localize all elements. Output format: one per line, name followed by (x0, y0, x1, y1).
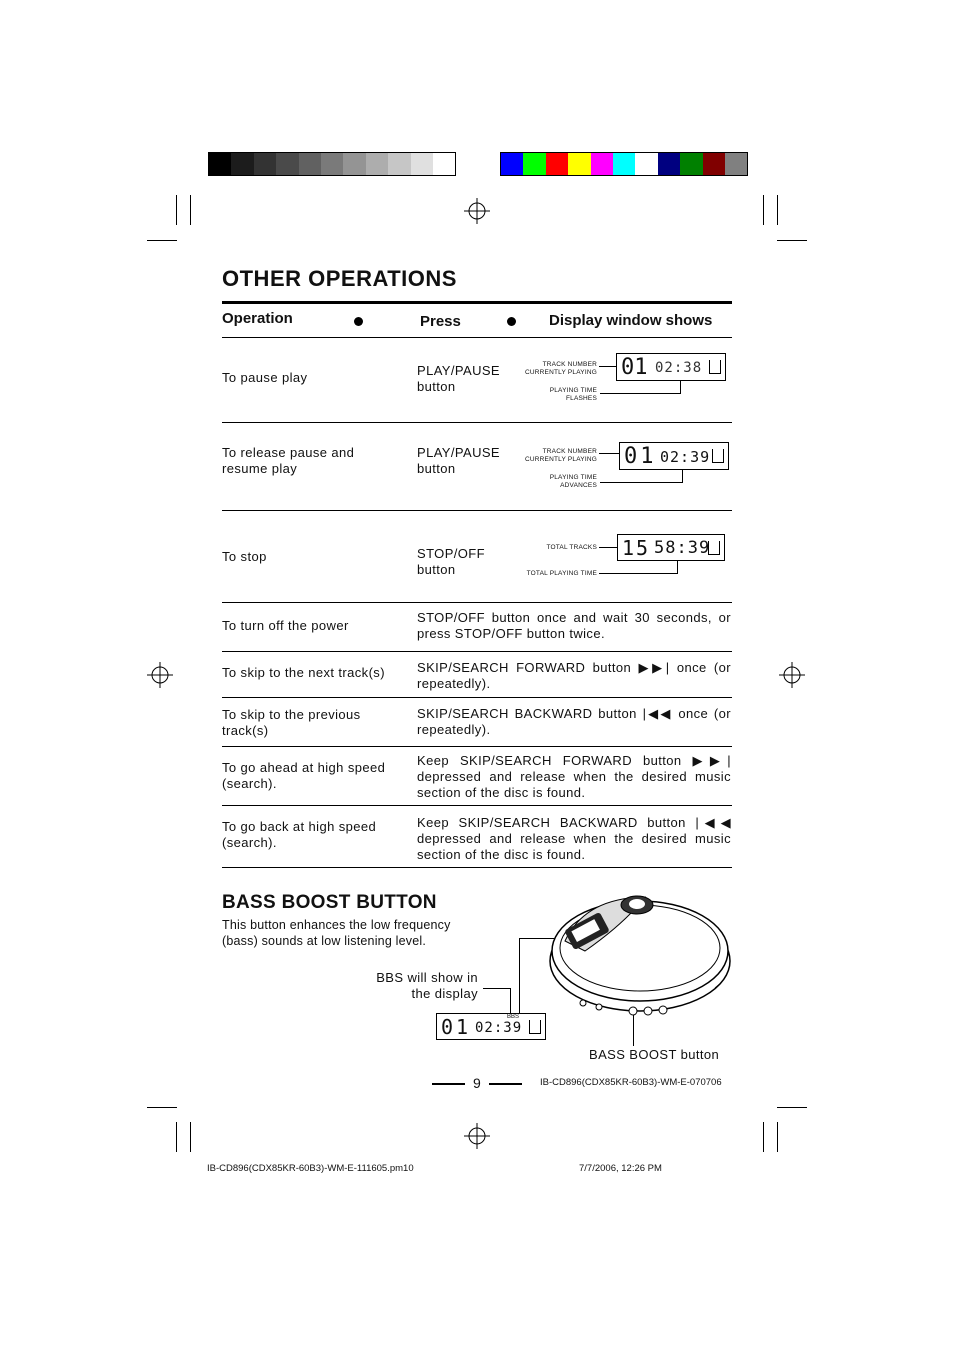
row-rule (222, 867, 732, 868)
label-playing-time: PLAYING TIME FLASHES (549, 387, 597, 402)
grayscale-swatch-10 (433, 153, 455, 175)
operation-search-backward: To go back at high speed (search). (222, 819, 377, 850)
lcd-display-stop (617, 534, 725, 561)
leader-line (483, 988, 510, 989)
grayscale-swatch-0 (209, 153, 231, 175)
grayscale-swatch-1 (231, 153, 253, 175)
color-swatch-5 (613, 153, 635, 175)
page-title: OTHER OPERATIONS (222, 266, 457, 291)
leader-line (680, 379, 681, 394)
header-display: Display window shows (549, 312, 713, 329)
label-track-number: TRACK NUMBER CURRENTLY PLAYING (524, 361, 597, 376)
grayscale-swatch-8 (388, 153, 410, 175)
color-swatch-6 (635, 153, 657, 175)
grayscale-swatch-2 (254, 153, 276, 175)
color-swatch-1 (523, 153, 545, 175)
disc-icon (709, 360, 721, 374)
color-swatch-8 (680, 153, 702, 175)
registration-mark-icon (147, 662, 173, 688)
bbs-callout-label: BBS will show in the display (376, 970, 478, 1001)
press-pause: PLAY/PAUSE button (417, 363, 500, 394)
grayscale-swatch-3 (276, 153, 298, 175)
label-track-number: TRACK NUMBER CURRENTLY PLAYING (524, 448, 597, 463)
bass-boost-description: This button enhances the low frequency (bass) sounds at low listening level. (222, 918, 451, 948)
registration-mark-icon (779, 662, 805, 688)
row-rule (222, 746, 732, 747)
lcd-track: 01 (621, 355, 648, 380)
registration-mark-icon (464, 198, 490, 224)
leader-line (600, 393, 680, 394)
leader-line (599, 573, 677, 574)
color-bar (500, 152, 748, 176)
bbs-indicator: BBS (507, 1014, 520, 1020)
page-number: 9 (473, 1075, 481, 1091)
page-number-rule (489, 1083, 522, 1085)
row-rule (222, 651, 732, 652)
row-rule (222, 510, 732, 511)
model-code: IB-CD896(CDX85KR-60B3)-WM-E-070706 (540, 1077, 722, 1088)
file-name: IB-CD896(CDX85KR-60B3)-WM-E-111605.pm10 (207, 1163, 414, 1174)
press-skip-previous: SKIP/SEARCH BACKWARD button |◀◀ once (or repeatedly). (417, 706, 731, 737)
operation-pause: To pause play (222, 370, 308, 385)
timestamp: 7/7/2006, 12:26 PM (579, 1163, 662, 1174)
lcd-display-bbs (436, 1013, 546, 1040)
label-total-tracks: TOTAL TRACKS (546, 544, 597, 551)
leader-line (682, 469, 683, 483)
lcd-time: 58:39 (654, 538, 711, 558)
label-total-playing-time: TOTAL PLAYING TIME (526, 570, 597, 577)
grayscale-swatch-6 (343, 153, 365, 175)
grayscale-swatch-4 (299, 153, 321, 175)
operation-skip-next: To skip to the next track(s) (222, 665, 385, 680)
leader-line (599, 547, 619, 548)
color-swatch-0 (501, 153, 523, 175)
header-operation: Operation (222, 310, 293, 327)
operation-skip-previous: To skip to the previous track(s) (222, 707, 361, 738)
lcd-time: 02:39 (660, 448, 711, 466)
color-swatch-7 (658, 153, 680, 175)
page-number-rule (432, 1083, 465, 1085)
operation-resume: To release pause and resume play (222, 445, 355, 476)
operation-stop: To stop (222, 549, 267, 564)
leader-line (599, 453, 619, 454)
bullet-icon (507, 317, 516, 326)
operation-power-off: To turn off the power (222, 618, 349, 633)
lcd-time-flashing: 02:38 (655, 360, 703, 376)
leader-line (510, 988, 511, 1014)
header-press: Press (420, 313, 461, 330)
cd-player-illustration (545, 893, 735, 1018)
lcd-time: 02:39 (475, 1020, 523, 1036)
press-stop: STOP/OFF button (417, 546, 485, 577)
color-swatch-9 (703, 153, 725, 175)
leader-line (600, 482, 682, 483)
row-rule (222, 805, 732, 806)
lcd-track: 01 (441, 1015, 472, 1039)
lcd-display-resume (619, 442, 729, 470)
bass-boost-button-label: BASS BOOST button (589, 1047, 720, 1062)
color-swatch-4 (591, 153, 613, 175)
color-swatch-2 (546, 153, 568, 175)
leader-line (677, 560, 678, 574)
bass-boost-title: BASS BOOST BUTTON (222, 892, 437, 913)
lcd-display-pause (616, 353, 726, 381)
bullet-icon (354, 317, 363, 326)
operation-search-forward: To go ahead at high speed (search). (222, 760, 386, 791)
row-rule (222, 602, 732, 603)
grayscale-swatch-7 (366, 153, 388, 175)
label-playing-time: PLAYING TIME ADVANCES (549, 474, 597, 489)
disc-icon (708, 541, 720, 555)
disc-icon (712, 449, 724, 463)
lcd-track: 15 (622, 536, 651, 560)
color-swatch-10 (725, 153, 747, 175)
grayscale-swatch-5 (321, 153, 343, 175)
grayscale-swatch-9 (411, 153, 433, 175)
row-rule (222, 422, 732, 423)
row-rule (222, 697, 732, 698)
registration-mark-icon (464, 1123, 490, 1149)
header-rule (222, 337, 732, 338)
press-power-off: STOP/OFF button once and wait 30 seconds, or press STOP/OFF button twice. (417, 610, 731, 641)
leader-line (519, 938, 520, 1014)
disc-icon (529, 1020, 541, 1034)
lcd-track: 01 (624, 444, 657, 469)
press-search-forward: Keep SKIP/SEARCH FORWARD button ▶▶| depressed and release when the desired music section of the disc is found. (417, 753, 731, 800)
press-resume: PLAY/PAUSE button (417, 445, 500, 476)
color-swatch-3 (568, 153, 590, 175)
grayscale-bar (208, 152, 456, 176)
press-search-backward: Keep SKIP/SEARCH BACKWARD button |◀◀ depressed and release when the desired music section of the disc is found. (417, 815, 731, 862)
title-rule (222, 301, 732, 304)
press-skip-next: SKIP/SEARCH FORWARD button ▶▶| once (or repeatedly). (417, 660, 731, 691)
